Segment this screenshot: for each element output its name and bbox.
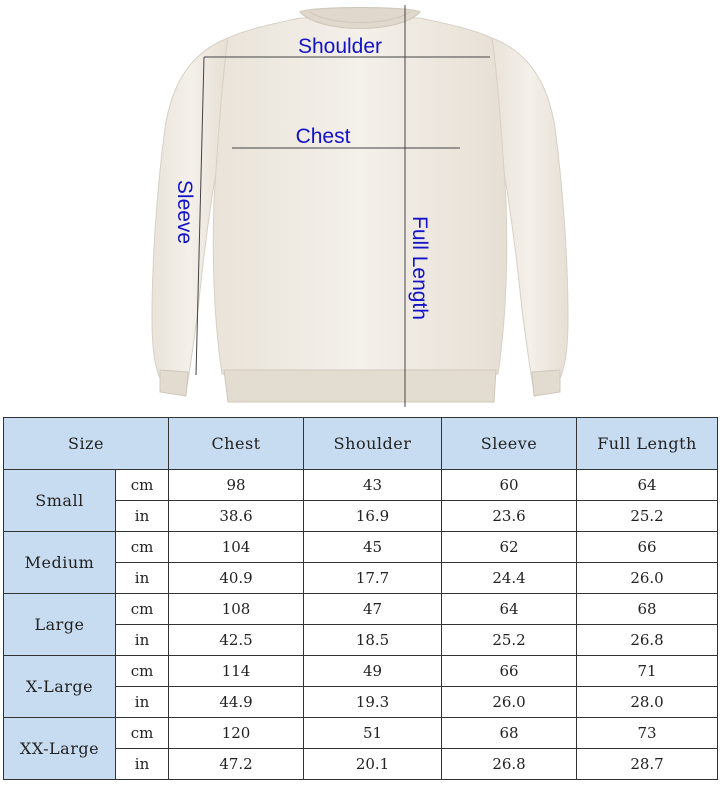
table-cell: 23.6	[442, 501, 577, 532]
table-cell: 47.2	[169, 749, 304, 780]
table-cell: 18.5	[304, 625, 442, 656]
table-cell: 60	[442, 470, 577, 501]
unit-cm: cm	[116, 532, 169, 563]
table-cell: 64	[442, 594, 577, 625]
unit-cm: cm	[116, 594, 169, 625]
table-cell: 42.5	[169, 625, 304, 656]
table-cell: 44.9	[169, 687, 304, 718]
size-small: Small	[4, 470, 116, 532]
table-cell: 25.2	[577, 501, 718, 532]
table-row	[4, 718, 718, 749]
table-cell: 66	[577, 532, 718, 563]
unit-in: in	[116, 625, 169, 656]
table-cell: 28.0	[577, 687, 718, 718]
table-row	[4, 656, 718, 687]
header-full-length: Full Length	[577, 418, 718, 470]
table-cell: 26.8	[442, 749, 577, 780]
size-chart-header-row	[4, 418, 718, 470]
table-cell: 68	[577, 594, 718, 625]
unit-cm: cm	[116, 718, 169, 749]
hem-band	[224, 370, 496, 402]
table-cell: 17.7	[304, 563, 442, 594]
table-cell: 19.3	[304, 687, 442, 718]
unit-in: in	[116, 687, 169, 718]
table-cell: 24.4	[442, 563, 577, 594]
table-cell: 73	[577, 718, 718, 749]
header-shoulder: Shoulder	[304, 418, 442, 470]
table-cell: 51	[304, 718, 442, 749]
table-cell: 71	[577, 656, 718, 687]
table-row	[4, 532, 718, 563]
sleeve-label: Sleeve	[173, 179, 196, 245]
table-cell: 47	[304, 594, 442, 625]
unit-in: in	[116, 749, 169, 780]
table-cell: 26.0	[577, 563, 718, 594]
table-cell: 98	[169, 470, 304, 501]
table-cell: 26.0	[442, 687, 577, 718]
table-cell: 108	[169, 594, 304, 625]
table-cell: 28.7	[577, 749, 718, 780]
table-cell: 25.2	[442, 625, 577, 656]
table-cell: 66	[442, 656, 577, 687]
table-cell: 38.6	[169, 501, 304, 532]
right-cuff	[532, 370, 560, 396]
table-cell: 26.8	[577, 625, 718, 656]
unit-cm: cm	[116, 470, 169, 501]
table-row	[4, 470, 718, 501]
table-cell: 20.1	[304, 749, 442, 780]
unit-in: in	[116, 501, 169, 532]
table-row	[4, 594, 718, 625]
left-cuff	[160, 370, 188, 396]
header-sleeve: Sleeve	[442, 418, 577, 470]
header-size: Size	[4, 418, 169, 470]
header-chest: Chest	[169, 418, 304, 470]
full-length-label: Full Length	[408, 216, 431, 320]
table-cell: 62	[442, 532, 577, 563]
size-xx-large: XX-Large	[4, 718, 116, 780]
table-cell: 104	[169, 532, 304, 563]
sweatshirt-body	[213, 18, 506, 374]
unit-in: in	[116, 563, 169, 594]
table-cell: 40.9	[169, 563, 304, 594]
size-x-large: X-Large	[4, 656, 116, 718]
table-cell: 120	[169, 718, 304, 749]
unit-cm: cm	[116, 656, 169, 687]
table-cell: 68	[442, 718, 577, 749]
shoulder-label: Shoulder	[297, 35, 383, 58]
size-medium: Medium	[4, 532, 116, 594]
table-cell: 49	[304, 656, 442, 687]
table-cell: 43	[304, 470, 442, 501]
size-large: Large	[4, 594, 116, 656]
table-cell: 45	[304, 532, 442, 563]
table-cell: 114	[169, 656, 304, 687]
size-chart-table	[3, 417, 718, 780]
chest-label: Chest	[295, 125, 351, 148]
table-cell: 64	[577, 470, 718, 501]
table-cell: 16.9	[304, 501, 442, 532]
